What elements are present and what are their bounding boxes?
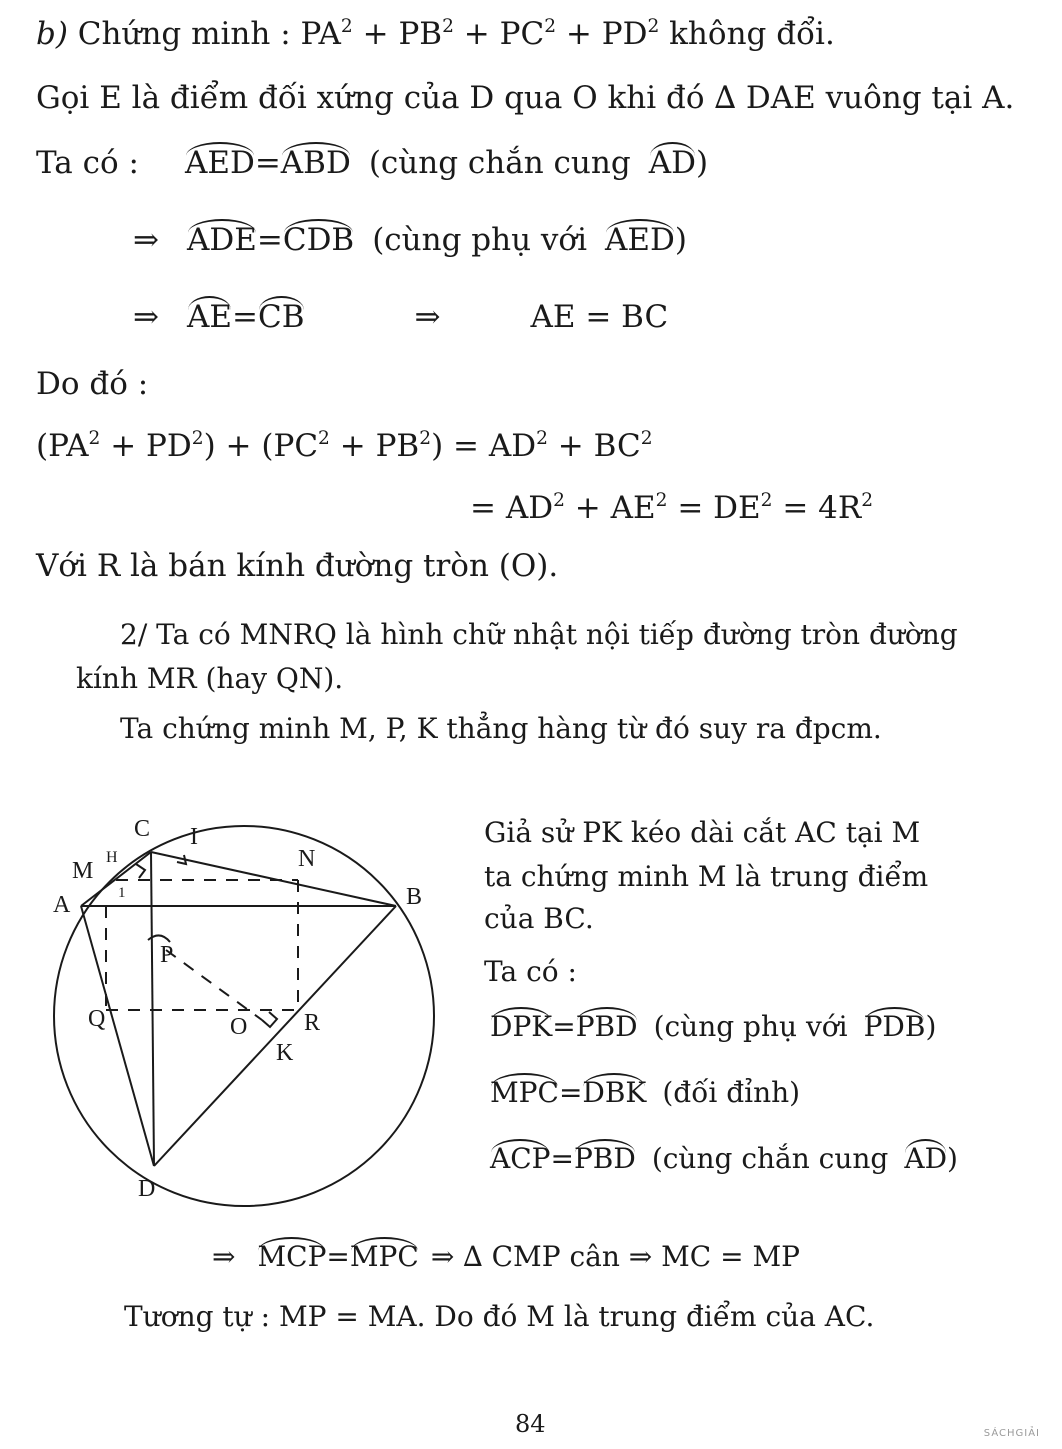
line-bottom-2: Tương tự : MP = MA. Do đó M là trung điểm của AC. <box>124 1300 875 1333</box>
dashed-lines <box>106 880 298 1020</box>
line-right-2: ta chứng minh M là trung điểm <box>484 860 929 893</box>
line-right-7: ACP=PBD (cùng chắn cung AD) <box>490 1142 958 1175</box>
label-a: A <box>53 892 71 918</box>
label-q: Q <box>88 1006 106 1032</box>
line-part-b-8: = $AD^2 + AE^2 = DE^2 = 4R^2$ <box>470 489 874 526</box>
line-part-b-2: Gọi E là điểm đối xứng của D qua O khi đó ∆ DAE vuông tại A. <box>36 80 1015 116</box>
right-angle-k <box>262 1012 277 1027</box>
label-k: K <box>276 1040 294 1066</box>
line-right-5: DPK=PBD (cùng phụ với PDB) <box>490 1010 937 1043</box>
label-i: I <box>190 824 198 850</box>
line-right-3: của BC. <box>484 902 594 935</box>
line-right-4: Ta có : <box>484 955 577 988</box>
label-m: M <box>72 858 94 884</box>
line-bottom-1: ⇒ MCP=MPC ⇒ ∆ CMP cân ⇒ MC = MP <box>212 1240 800 1273</box>
line-part-b-9: Với R là bán kính đường tròn (O). <box>36 548 559 584</box>
watermark-logo: SÁCHGIẢI <box>983 1428 1040 1439</box>
line-part-b-4: ⇒ ADE=CDB (cùng phụ với AED) <box>133 222 687 258</box>
label-n: N <box>298 846 316 872</box>
label-d: D <box>138 1176 156 1202</box>
segment-ad <box>81 906 154 1166</box>
line-part-b-7: $(PA^2 + PD^2) + (PC^2 + PB^2) = AD^2 + BC^2$ <box>36 427 653 464</box>
label-r: R <box>304 1010 321 1036</box>
line-part-b-title: b) Chứng minh : $PA^2 + PB^2 + PC^2 + PD^2$ không đổi. <box>36 15 835 52</box>
label-b: B <box>406 884 423 910</box>
page-number: 84 <box>515 1410 546 1438</box>
label-p: P <box>160 942 174 968</box>
line-part-2-1: 2/ Ta có MNRQ là hình chữ nhật nội tiếp đường tròn đường <box>120 618 958 651</box>
label-c: C <box>134 816 151 842</box>
line-part-2-3: Ta chứng minh M, P, K thẳng hàng từ đó suy ra đpcm. <box>120 712 882 745</box>
segment-bd <box>154 906 396 1166</box>
line-right-6: MPC=DBK (đối đỉnh) <box>490 1076 801 1109</box>
geometry-figure <box>36 800 466 1210</box>
line-right-1: Giả sử PK kéo dài cắt AC tại M <box>484 816 921 849</box>
right-angle-h <box>136 864 145 878</box>
label-h: H <box>106 849 118 866</box>
line-part-b-6: Do đó : <box>36 366 149 402</box>
label-one: 1 <box>118 885 126 901</box>
line-part-2-2: kính MR (hay QN). <box>76 662 344 695</box>
label-o: O <box>230 1014 248 1040</box>
line-part-b-3: Ta có : AED=ABD (cùng chắn cung AD) <box>36 145 709 181</box>
line-part-b-5: ⇒ AE=CB ⇒ AE = BC <box>133 299 669 335</box>
